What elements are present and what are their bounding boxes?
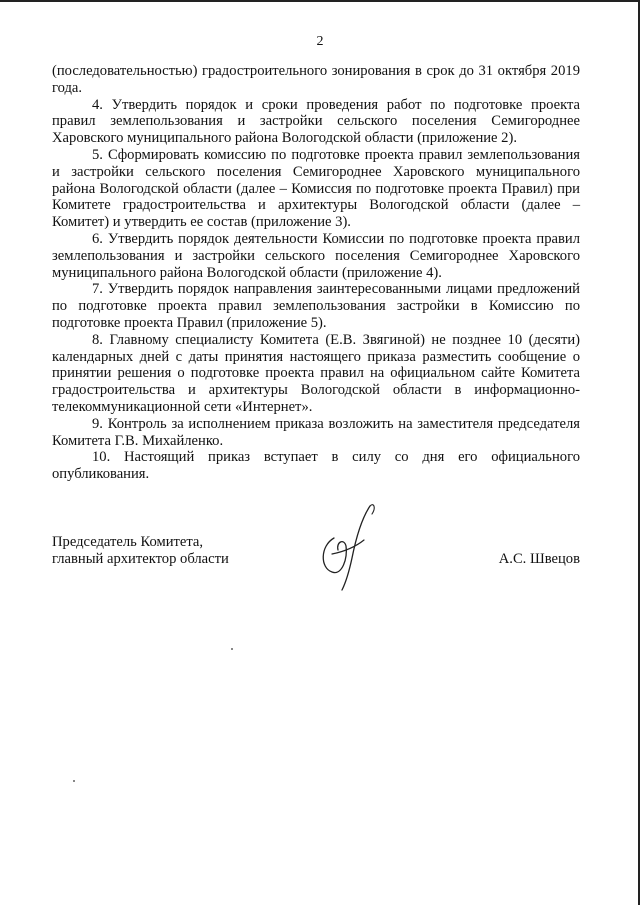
paragraph-item-10: 10. Настоящий приказ вступает в силу со дня его официального опубликования.	[52, 449, 580, 483]
paragraph-item-5: 5. Сформировать комиссию по подготовке проекта правил землепользования и застройки сельского поселения Семигороднее Харовского муниципального района Вологодской области (далее – Комиссия по подготовке проекта Правил) при Комитете градостроительства и архитектуры Вологодской области (далее – Комитет) и утвердить ее состав (приложение 3).	[52, 146, 580, 231]
page-number: 2	[316, 34, 324, 49]
paragraph-item-9: 9. Контроль за исполнением приказа возложить на заместителя председателя Комитета Г.В. Михайленко.	[52, 415, 580, 449]
scan-speck	[231, 648, 233, 650]
scan-speck	[73, 780, 75, 782]
signatory-title-line1: Председатель Комитета,	[52, 534, 204, 550]
scan-border-top	[0, 0, 640, 2]
document-body	[52, 63, 580, 483]
handwritten-signature	[312, 498, 382, 593]
signatory-name: А.С. Швецов	[498, 551, 580, 567]
signatory-title-line2: главный архитектор области	[52, 551, 229, 567]
paragraph-item-8: 8. Главному специалисту Комитета (Е.В. Звягиной) не позднее 10 (десяти) календарных дней с даты принятия настоящего приказа разместить сообщение о принятии решения о подготовке проекта правил на официальном сайте Комитета градостроительства и архитектуры Вологодской области в информационно-телекоммуникационной сети «Интернет».	[52, 331, 580, 415]
paragraph-continuation: (последовательностью) градостроительного зонирования в срок до 31 октября 2019 года.	[52, 63, 580, 96]
paragraph-item-7: 7. Утвердить порядок направления заинтересованными лицами предложений по подготовке проекта правил землепользования застройки в Комиссию по подготовке проекта Правил (приложение 5).	[52, 281, 580, 331]
paragraph-item-6: 6. Утвердить порядок деятельности Комиссии по подготовке проекта правил землепользования и застройки сельского поселения Семигороднее Харовского муниципального района Вологодской области (приложение 4).	[52, 230, 580, 281]
paragraph-item-4: 4. Утвердить порядок и сроки проведения работ по подготовке проекта правил землепользования и застройки сельского поселения Семигороднее Харовского муниципального района Вологодской области (приложение 2).	[52, 96, 580, 147]
